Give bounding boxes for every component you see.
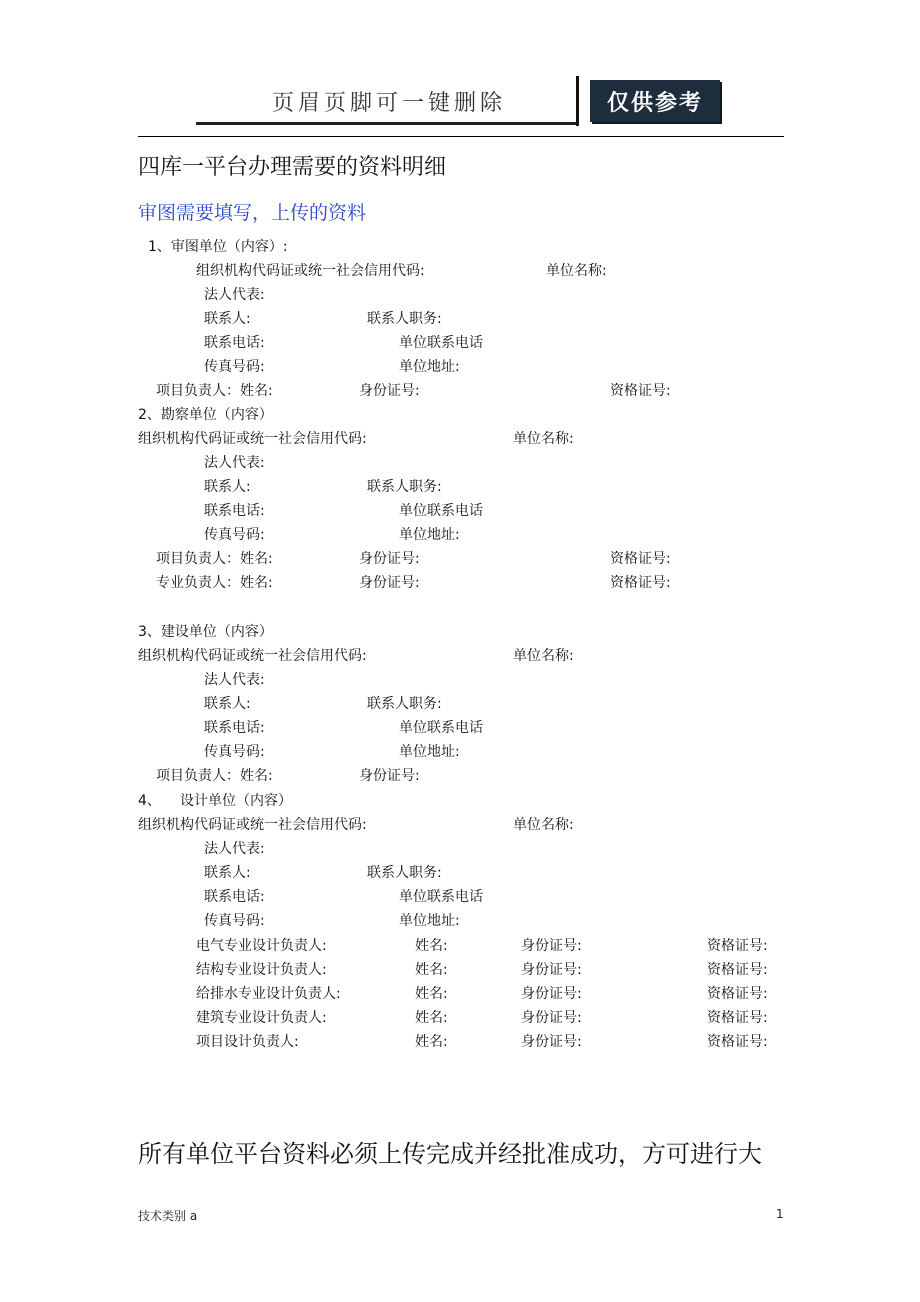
sec1-pm-name: 项目负责人：姓名: xyxy=(156,383,273,399)
sec1-pm-id: 身份证号: xyxy=(359,383,420,399)
document-subtitle: 审图需要填写，上传的资料 xyxy=(138,202,367,224)
sec2-legal-rep: 法人代表: xyxy=(204,455,265,471)
sec3-pm-id: 身份证号: xyxy=(359,768,420,784)
sec3-pm-name: 项目负责人：姓名: xyxy=(156,768,273,784)
sec1-contact: 联系人: xyxy=(204,311,251,327)
header-rule xyxy=(138,136,784,137)
sec3-contact-phone: 联系电话: xyxy=(204,720,265,736)
sec3-org-code: 组织机构代码证或统一社会信用代码: xyxy=(138,648,367,664)
sec2-unit-phone: 单位联系电话 xyxy=(399,503,483,519)
sec1-unit-name: 单位名称: xyxy=(546,263,607,279)
designer-cert: 资格证号: xyxy=(707,1034,768,1050)
sec2-fax: 传真号码: xyxy=(204,527,265,543)
sec4-legal-rep: 法人代表: xyxy=(204,841,265,857)
designer-name: 姓名: xyxy=(415,986,448,1002)
footer-category: 技术类别 a xyxy=(138,1209,198,1223)
designer-id: 身份证号: xyxy=(521,1034,582,1050)
reference-badge: 仅供参考 xyxy=(590,80,720,122)
sec2-sm-name: 专业负责人：姓名: xyxy=(156,575,273,591)
sec1-legal-rep: 法人代表: xyxy=(204,287,265,303)
sec4-heading: 设计单位（内容） xyxy=(180,793,292,809)
sec4-unit-phone: 单位联系电话 xyxy=(399,889,483,905)
sec4-unit-address: 单位地址: xyxy=(399,913,460,929)
sec3-contact: 联系人: xyxy=(204,696,251,712)
sec3-legal-rep: 法人代表: xyxy=(204,672,265,688)
sec4-unit-name: 单位名称: xyxy=(513,817,574,833)
sec1-heading: 1、审图单位（内容）: xyxy=(148,239,288,255)
designer-id: 身份证号: xyxy=(521,938,582,954)
closing-statement: 所有单位平台资料必须上传完成并经批准成功，方可进行大 xyxy=(138,1140,762,1168)
designer-role: 电气专业设计负责人: xyxy=(196,938,327,954)
sec3-fax: 传真号码: xyxy=(204,744,265,760)
sec2-pm-name: 项目负责人：姓名: xyxy=(156,551,273,567)
header-text: 页眉页脚可一键删除 xyxy=(272,91,507,116)
header-divider xyxy=(576,76,579,126)
sec3-unit-phone: 单位联系电话 xyxy=(399,720,483,736)
designer-role: 给排水专业设计负责人: xyxy=(196,986,341,1002)
sec4-contact: 联系人: xyxy=(204,865,251,881)
designer-cert: 资格证号: xyxy=(707,938,768,954)
designer-cert: 资格证号: xyxy=(707,962,768,978)
sec2-contact-title: 联系人职务: xyxy=(367,479,442,495)
header-underline xyxy=(196,122,576,125)
sec4-contact-phone: 联系电话: xyxy=(204,889,265,905)
designer-name: 姓名: xyxy=(415,1010,448,1026)
sec1-pm-cert: 资格证号: xyxy=(610,383,671,399)
sec4-fax: 传真号码: xyxy=(204,913,265,929)
designer-name: 姓名: xyxy=(415,962,448,978)
sec2-unit-address: 单位地址: xyxy=(399,527,460,543)
designer-name: 姓名: xyxy=(415,1034,448,1050)
sec4-number: 4、 xyxy=(138,793,161,809)
designer-role: 项目设计负责人: xyxy=(196,1034,299,1050)
designer-cert: 资格证号: xyxy=(707,986,768,1002)
sec3-heading: 3、建设单位（内容） xyxy=(138,624,273,640)
sec1-contact-title: 联系人职务: xyxy=(367,311,442,327)
sec2-contact-phone: 联系电话: xyxy=(204,503,265,519)
sec2-contact: 联系人: xyxy=(204,479,251,495)
designer-id: 身份证号: xyxy=(521,986,582,1002)
designer-id: 身份证号: xyxy=(521,1010,582,1026)
sec3-contact-title: 联系人职务: xyxy=(367,696,442,712)
designer-role: 建筑专业设计负责人: xyxy=(196,1010,327,1026)
designer-role: 结构专业设计负责人: xyxy=(196,962,327,978)
sec2-heading: 2、勘察单位（内容） xyxy=(138,407,273,423)
sec3-unit-address: 单位地址: xyxy=(399,744,460,760)
sec3-unit-name: 单位名称: xyxy=(513,648,574,664)
sec2-sm-id: 身份证号: xyxy=(359,575,420,591)
document-title: 四库一平台办理需要的资料明细 xyxy=(138,155,447,180)
designer-cert: 资格证号: xyxy=(707,1010,768,1026)
sec1-org-code: 组织机构代码证或统一社会信用代码: xyxy=(196,263,425,279)
designer-id: 身份证号: xyxy=(521,962,582,978)
sec1-contact-phone: 联系电话: xyxy=(204,335,265,351)
sec4-contact-title: 联系人职务: xyxy=(367,865,442,881)
sec4-org-code: 组织机构代码证或统一社会信用代码: xyxy=(138,817,367,833)
sec2-pm-cert: 资格证号: xyxy=(610,551,671,567)
sec1-unit-phone: 单位联系电话 xyxy=(399,335,483,351)
sec2-org-code: 组织机构代码证或统一社会信用代码: xyxy=(138,431,367,447)
page-number: 1 xyxy=(776,1207,784,1221)
sec1-unit-address: 单位地址: xyxy=(399,359,460,375)
sec2-unit-name: 单位名称: xyxy=(513,431,574,447)
sec2-pm-id: 身份证号: xyxy=(359,551,420,567)
designer-name: 姓名: xyxy=(415,938,448,954)
sec1-fax: 传真号码: xyxy=(204,359,265,375)
sec2-sm-cert: 资格证号: xyxy=(610,575,671,591)
